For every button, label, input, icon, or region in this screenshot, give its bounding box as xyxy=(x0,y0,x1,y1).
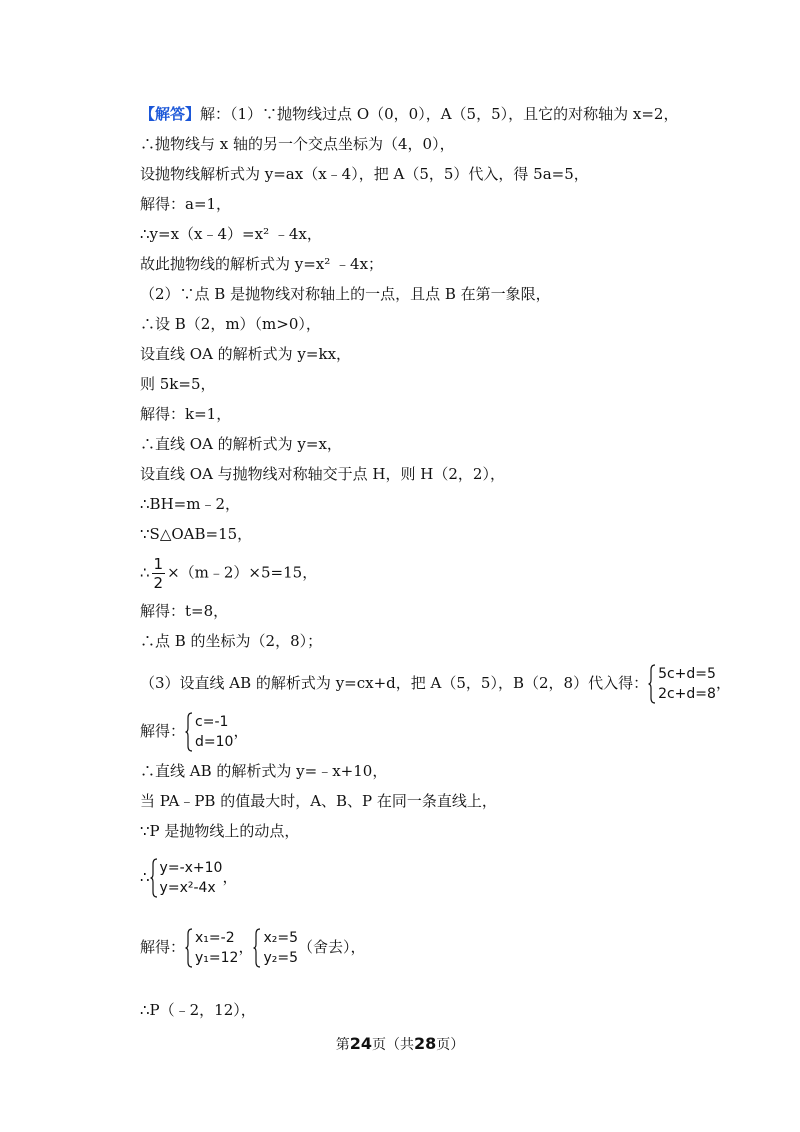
solution-line-9: 设直线 OA 的解析式为 y=kx， xyxy=(140,345,352,363)
answer-tag: 【解答】 xyxy=(140,105,201,123)
solution-line-20: 解得： c=-1 d=10 ， xyxy=(140,714,249,750)
brace-icon xyxy=(185,712,193,752)
solution-line-23: ∵P 是抛物线上的动点， xyxy=(140,822,300,840)
solution-line-11: 解得：k=1， xyxy=(140,405,232,423)
solution-line-7: （2）∵点 B 是抛物线对称轴上的一点，且点 B 在第一象限， xyxy=(140,285,551,303)
solution-line-19: （3）设直线 AB 的解析式为 y=cx+d，把 A（5，5），B（2，8）代入得： 5c+d=5 2c+d=8 ， xyxy=(140,666,731,702)
solution-line-22: 当 PA﹣PB 的值最大时，A、B、P 在同一条直线上， xyxy=(140,792,497,810)
solution-line-13: 设直线 OA 与抛物线对称轴交于点 H，则 H（2，2）， xyxy=(140,465,505,483)
fraction xyxy=(152,555,166,592)
solution-line-2: ∴抛物线与 x 轴的另一个交点坐标为（4，0）， xyxy=(140,135,455,153)
solution-line-5: ∴y=x（x﹣4）=x² ﹣4x， xyxy=(140,225,322,243)
solution-line-14: ∴BH=m﹣2， xyxy=(140,495,240,513)
solution-line-17: 解得：t=8， xyxy=(140,602,229,620)
solution-line-25: 解得： x₁=-2 y₁=12 ， x₂=5 y₂=5 （舍去）， xyxy=(140,930,366,966)
equation-system: y=-x+10 y=x²-4x xyxy=(150,858,223,898)
page-footer: 第24页（共28页） xyxy=(335,1034,465,1053)
solution-line-8: ∴设 B（2，m）（m>0）， xyxy=(140,315,321,333)
brace-icon xyxy=(253,928,261,968)
brace-icon xyxy=(185,928,193,968)
solution-line-10: 则 5k=5， xyxy=(140,375,216,393)
brace-icon xyxy=(150,858,158,898)
solution-line-26: ∴P（﹣2，12）， xyxy=(140,1001,256,1019)
equation-system: c=-1 d=10 xyxy=(185,712,233,752)
solution-line-24: ∴ y=-x+10 y=x²-4x ， xyxy=(140,860,238,896)
solution-line-6: 故此抛物线的解析式为 y=x² ﹣4x； xyxy=(140,255,384,273)
page-total: 28 xyxy=(414,1034,437,1053)
equation-system: 5c+d=5 2c+d=8 xyxy=(648,664,716,704)
brace-icon xyxy=(648,664,656,704)
solution-line-1: 【解答】解：（1）∵抛物线过点 O（0，0），A（5，5），且它的对称轴为 x=2， xyxy=(140,105,679,123)
fraction-denominator: 2 xyxy=(153,574,164,592)
solution-line-4: 解得：a=1， xyxy=(140,195,232,213)
solution-line-3: 设抛物线解析式为 y=ax（x﹣4），把 A（5，5）代入，得 5a=5， xyxy=(140,165,589,183)
solution-line-12: ∴直线 OA 的解析式为 y=x， xyxy=(140,435,342,453)
equation-system: x₂=5 y₂=5 xyxy=(253,928,298,968)
fraction-numerator: 1 xyxy=(153,555,164,573)
solution-line-16: ∴ $\frac{1}{2}$ ×（m﹣2）×5=15， xyxy=(140,555,318,592)
solution-line-15: ∵S△OAB=15， xyxy=(140,525,253,543)
equation-system: x₁=-2 y₁=12 xyxy=(185,928,238,968)
solution-line-21: ∴直线 AB 的解析式为 y=﹣x+10， xyxy=(140,762,388,780)
solution-line-18: ∴点 B 的坐标为（2，8）； xyxy=(140,632,323,650)
page-number: 24 xyxy=(349,1034,372,1053)
